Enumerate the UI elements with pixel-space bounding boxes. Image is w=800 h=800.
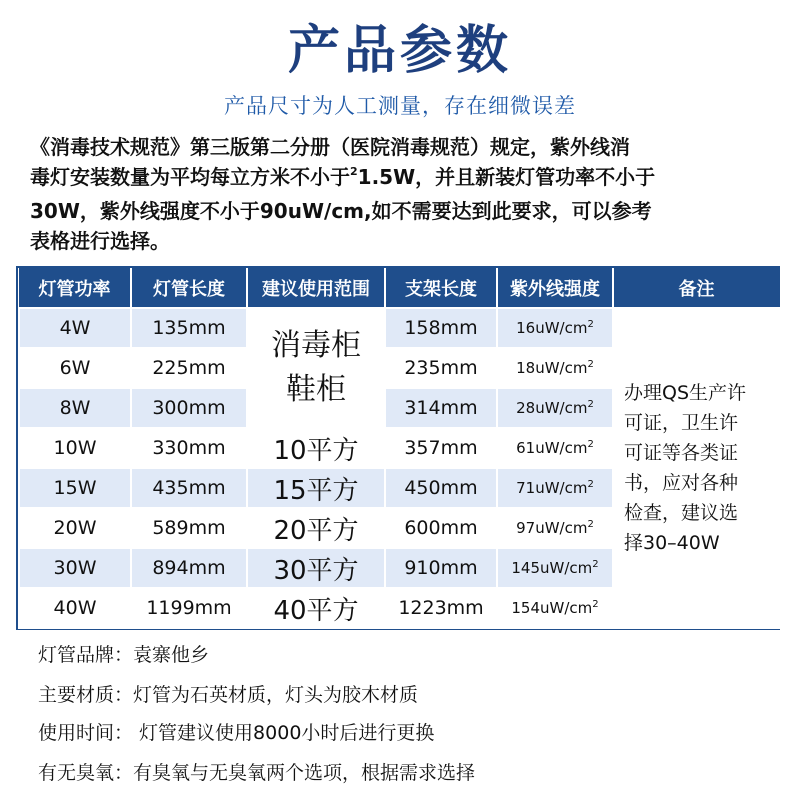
- cell-stand: 910mm: [385, 548, 497, 588]
- uv-sup: 2: [587, 439, 594, 450]
- table-header-row: [19, 268, 779, 308]
- intro-line-3b: ,如不需要达到此要求，可以参考: [364, 199, 652, 223]
- cell-length: 894mm: [131, 548, 247, 588]
- cell-stand: 158mm: [385, 308, 497, 348]
- cell-length: 330mm: [131, 428, 247, 468]
- intro-line-3a: 30W，紫外线强度不小于90uW/cm: [30, 199, 365, 223]
- cell-range: 40平方: [247, 588, 385, 628]
- cell-range-merged: [247, 308, 385, 428]
- intro-line-2: [30, 162, 780, 196]
- cell-power: 6W: [19, 348, 131, 388]
- header-range: 建议使用范围: [247, 268, 385, 308]
- header-note: 备注: [613, 268, 779, 308]
- uv-unit: uW/cm: [535, 519, 588, 537]
- cell-range: 15平方: [247, 468, 385, 508]
- cell-uv: [497, 308, 613, 348]
- cell-power: 4W: [19, 308, 131, 348]
- spec-table: [18, 268, 780, 629]
- header-stand: 支架长度: [385, 268, 497, 308]
- footer-lifetime-value: 灯管建议使用8000小时后进行更换: [133, 722, 435, 744]
- cell-power: 20W: [19, 508, 131, 548]
- uv-value: 61: [516, 439, 536, 457]
- uv-sup: 2: [592, 559, 599, 570]
- cell-uv: [497, 468, 613, 508]
- cell-stand: 600mm: [385, 508, 497, 548]
- cell-stand: 1223mm: [385, 588, 497, 628]
- note-line: 检查，建议选: [624, 502, 739, 524]
- footer-ozone-label: 有无臭氧：: [38, 762, 134, 784]
- note-line: 可证等各类证: [624, 442, 739, 464]
- cell-length: 135mm: [131, 308, 247, 348]
- range-line-1: 消毒柜: [271, 328, 361, 363]
- footer-material-label: 主要材质：: [38, 684, 134, 706]
- note-line: 可证，卫生许: [624, 412, 739, 434]
- note-line: 书，应对各种: [624, 472, 739, 494]
- footer-lifetime-label: 使用时间：: [38, 722, 134, 744]
- footer-brand: [38, 640, 209, 667]
- intro-line-4: 表格进行选择。: [30, 229, 170, 253]
- note-line: 办理QS生产许: [624, 382, 747, 404]
- intro-line-2a: 毒灯安装数量为平均每立方米不小于: [30, 165, 350, 189]
- uv-unit: uW/cm: [535, 399, 588, 417]
- cell-stand: 314mm: [385, 388, 497, 428]
- intro-superscript: 2: [350, 165, 358, 178]
- uv-value: 18: [516, 359, 536, 377]
- cell-power: 10W: [19, 428, 131, 468]
- intro-line-2b: 1.5W，并且新装灯管功率不小于: [357, 165, 656, 189]
- cell-power: 30W: [19, 548, 131, 588]
- note-line: 择30–40W: [624, 532, 720, 554]
- cell-uv: [497, 508, 613, 548]
- intro-paragraph: [30, 132, 780, 256]
- cell-length: 435mm: [131, 468, 247, 508]
- uv-unit: uW/cm: [535, 319, 588, 337]
- footer-brand-label: 灯管品牌：: [38, 644, 134, 666]
- uv-sup: 2: [587, 479, 594, 490]
- cell-length: 300mm: [131, 388, 247, 428]
- uv-value: 97: [516, 519, 536, 537]
- footer-ozone-value: 有臭氧与无臭氧两个选项，根据需求选择: [133, 762, 476, 784]
- cell-range: 30平方: [247, 548, 385, 588]
- intro-line-1: 《消毒技术规范》第三版第二分册（医院消毒规范）规定，紫外线消: [30, 135, 630, 159]
- footer-material: [38, 680, 418, 707]
- cell-length: 225mm: [131, 348, 247, 388]
- footer-material-value: 灯管为石英材质，灯头为胶木材质: [133, 684, 419, 706]
- cell-stand: 450mm: [385, 468, 497, 508]
- cell-uv: [497, 388, 613, 428]
- uv-value: 28: [516, 399, 536, 417]
- footer-brand-value: 袁寨他乡: [133, 644, 210, 666]
- header-length: 灯管长度: [131, 268, 247, 308]
- cell-note: [613, 308, 779, 628]
- uv-unit: uW/cm: [535, 479, 588, 497]
- uv-unit: uW/cm: [535, 439, 588, 457]
- footer-ozone: [38, 758, 475, 785]
- uv-sup: 2: [592, 599, 599, 610]
- cell-uv: [497, 428, 613, 468]
- cell-range: 20平方: [247, 508, 385, 548]
- intro-line-3: [30, 196, 780, 226]
- cell-power: 40W: [19, 588, 131, 628]
- cell-length: 589mm: [131, 508, 247, 548]
- uv-sup: 2: [587, 319, 594, 330]
- header-power: 灯管功率: [19, 268, 131, 308]
- uv-value: 16: [516, 319, 536, 337]
- cell-stand: 357mm: [385, 428, 497, 468]
- uv-value: 145: [511, 559, 540, 577]
- uv-sup: 2: [587, 519, 594, 530]
- table-row: [19, 308, 779, 348]
- uv-unit: uW/cm: [540, 559, 593, 577]
- page-title: 产品参数: [287, 21, 512, 81]
- cell-range: 10平方: [247, 428, 385, 468]
- cell-uv: [497, 588, 613, 628]
- uv-unit: uW/cm: [540, 599, 593, 617]
- cell-power: 15W: [19, 468, 131, 508]
- cell-uv: [497, 548, 613, 588]
- cell-uv: [497, 348, 613, 388]
- uv-value: 154: [511, 599, 540, 617]
- footer-lifetime: [38, 718, 434, 745]
- cell-power: 8W: [19, 388, 131, 428]
- cell-length: 1199mm: [131, 588, 247, 628]
- uv-sup: 2: [587, 399, 594, 410]
- header-uv: 紫外线强度: [497, 268, 613, 308]
- page-subtitle: 产品尺寸为人工测量，存在细微误差: [224, 94, 576, 118]
- uv-unit: uW/cm: [535, 359, 588, 377]
- range-line-2: 鞋柜: [286, 372, 346, 407]
- uv-value: 71: [516, 479, 536, 497]
- cell-stand: 235mm: [385, 348, 497, 388]
- uv-sup: 2: [587, 359, 594, 370]
- spec-table-frame: [16, 266, 780, 630]
